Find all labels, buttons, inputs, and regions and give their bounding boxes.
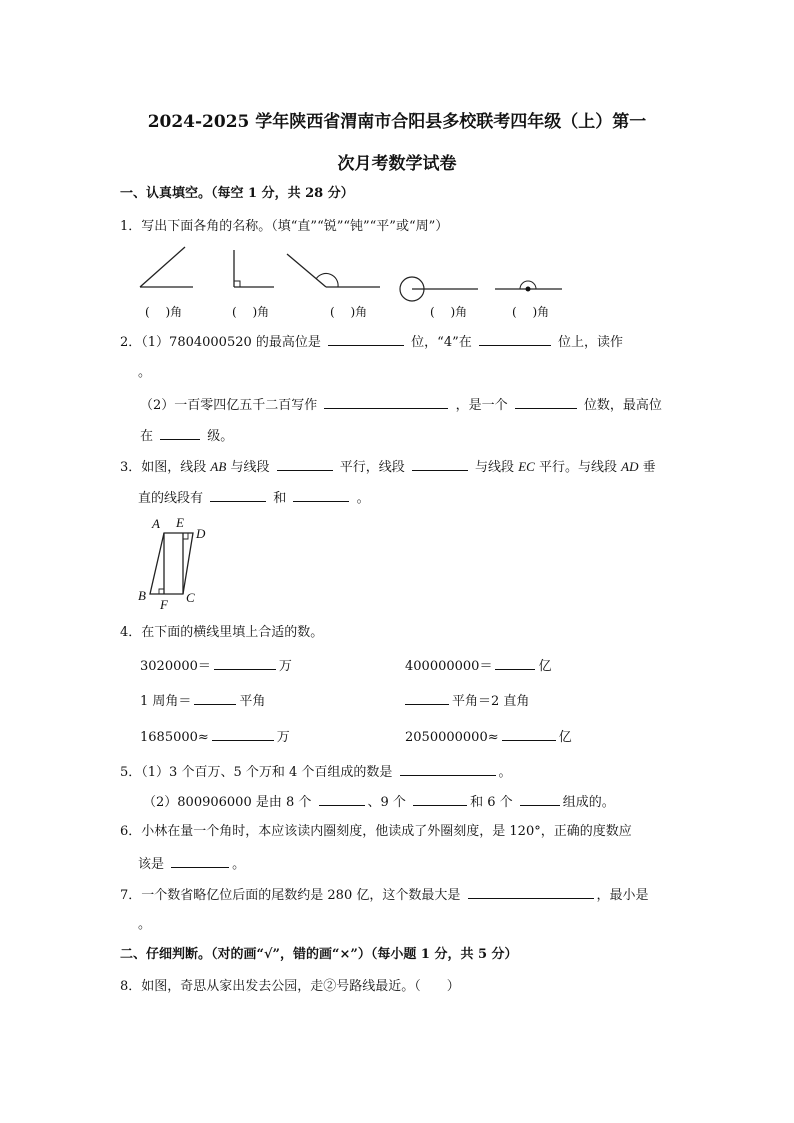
- question-2-part-1: 2．（1）7804000520 的最高位是 位，“4”在 位上，读作: [120, 332, 623, 352]
- answer-blank[interactable]: [212, 727, 274, 741]
- answer-blank[interactable]: [405, 691, 449, 705]
- answer-blank[interactable]: [400, 762, 496, 776]
- question-3-cont: 直的线段有 和 。: [138, 488, 370, 508]
- question-6: 6．小林在量一个角时，本应该读内圈刻度，他读成了外圈刻度，是 120°，正确的度数应: [120, 824, 632, 839]
- q4-item-6: 2050000000≈ 亿: [405, 727, 572, 747]
- answer-blank[interactable]: [468, 885, 594, 899]
- answer-blank[interactable]: [495, 656, 535, 670]
- point-label-A: A: [152, 516, 160, 531]
- point-label-B: B: [138, 588, 146, 603]
- answer-blank[interactable]: [520, 792, 560, 806]
- question-7: 7．一个数省略亿位后面的尾数约是 280 亿，这个数最大是 ，最小是: [120, 885, 649, 905]
- question-2-part-2-end: 在 级。: [140, 426, 233, 446]
- q4-item-3: 1 周角＝ 平角: [140, 691, 265, 711]
- question-8: 8．如图，奇思从家出发去公园，走②号路线最近。（ ）: [120, 979, 460, 994]
- question-7-cont: 。: [138, 917, 152, 932]
- answer-blank[interactable]: [194, 691, 236, 705]
- angle-answer-4: ( )角: [430, 305, 468, 319]
- question-6-cont: 该是 。: [138, 854, 245, 874]
- angle-answer-2: ( )角: [232, 305, 270, 319]
- angle-answer-5: ( )角: [512, 305, 550, 319]
- page-title-line1: 2024-2025 学年陕西省渭南市合阳县多校联考四年级（上）第一: [147, 112, 647, 132]
- angle-answer-3: ( )角: [330, 305, 368, 319]
- page-title-line2: 次月考数学试卷: [337, 154, 457, 174]
- answer-blank[interactable]: [413, 792, 467, 806]
- point-label-F: F: [160, 597, 168, 612]
- point-label-E: E: [176, 515, 184, 530]
- angle-answer-1: ( )角: [145, 305, 183, 319]
- point-label-C: C: [186, 590, 195, 605]
- q4-item-5: 1685000≈ 万: [140, 727, 290, 747]
- question-5-part-1: 5．（1）3 个百万、5 个万和 4 个百组成的数是 。: [120, 762, 512, 782]
- question-2-part-1-end: 。: [138, 365, 152, 380]
- answer-blank[interactable]: [319, 792, 365, 806]
- question-2-part-2: （2）一百零四亿五千二百写作 ，是一个 位数，最高位: [140, 395, 662, 415]
- section2-heading: 二、仔细判断。（对的画“√”，错的画“×”）（每小题 1 分，共 5 分）: [120, 947, 518, 962]
- answer-blank[interactable]: [502, 727, 556, 741]
- question-1: 1．写出下面各角的名称。（填“直”“锐”“钝”“平”或“周”）: [120, 219, 449, 234]
- question-5-part-2: （2）800906000 是由 8 个 、9 个 和 6 个 组成的。: [143, 792, 615, 812]
- section1-heading: 一、认真填空。（每空 1 分，共 28 分）: [120, 186, 354, 201]
- answer-blank[interactable]: [214, 656, 276, 670]
- q4-item-2: 400000000＝ 亿: [405, 656, 551, 676]
- question-4: 4．在下面的横线里填上合适的数。: [120, 625, 324, 640]
- q4-item-4: 平角＝2 直角: [405, 691, 529, 711]
- point-label-D: D: [196, 526, 206, 541]
- question-3: 3．如图，线段 AB 与线段 平行，线段 与线段 EC 平行。与线段 AD 垂: [120, 459, 656, 475]
- answer-blank[interactable]: [171, 854, 229, 868]
- q4-item-1: 3020000＝ 万: [140, 656, 292, 676]
